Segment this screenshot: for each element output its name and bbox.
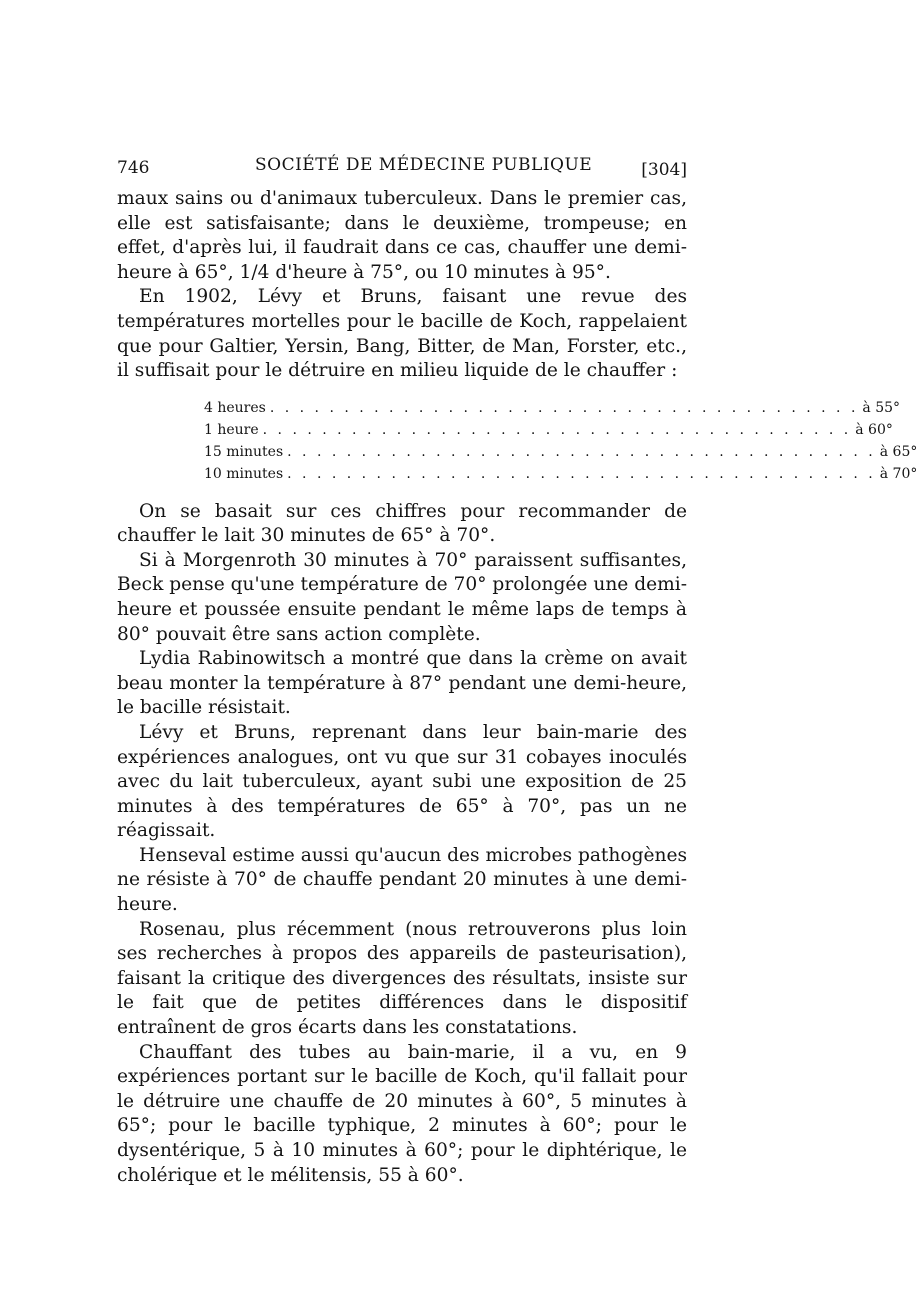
page-header [117,150,687,180]
paragraph: maux sains ou d'animaux tuberculeux. Dans le premier cas, elle est satisfaisante; dans le deuxième, trompeuse; en effet, d'après lui, il faudrait dans ce cas, chauffer une demi-heure à 65°, 1/4 d'heure à 75°, ou 10 minutes à 95°. [117,188,687,283]
duration-cell: 10 minutes [204,466,284,483]
page-number: 746 [117,158,150,178]
duration-cell: 15 minutes [204,444,284,461]
table-row [204,441,917,463]
dot-leader: . . . . . . . . . . . . . . . . . . . . . . . . . . . . . . . . . . . . . . . . [287,444,876,461]
temperature-cell: à 55° [862,399,901,416]
temperature-cell: à 60° [855,421,893,438]
duration-cell: 4 heures [204,399,266,416]
section-number: [304] [641,160,687,180]
paragraph: Henseval estime aussi qu'aucun des microbes pathogènes ne résiste à 70° de chauffe pendant 20 minutes à une demi-heure. [117,844,687,916]
paragraph: Lydia Rabinowitsch a montré que dans la crème on avait beau monter la température à 87° pendant une demi-heure, le bacille résistait. [117,648,687,719]
paragraph: On se basait sur ces chiffres pour recommander de chauffer le lait 30 minutes de 65° à 70°. [117,500,687,547]
table-row [204,397,901,419]
running-head: SOCIÉTÉ DE MÉDECINE PUBLIQUE [255,155,593,175]
paragraph: Si à Morgenroth 30 minutes à 70° paraissent suffisantes, Beck pense qu'une température de 70° prolongée une demi-heure et poussée ensuite pendant le même laps de temps à 80° pouvait être sans action complète. [117,549,687,645]
dot-leader: . . . . . . . . . . . . . . . . . . . . . . . . . . . . . . . . . . . . . . . . [262,421,852,438]
dot-leader: . . . . . . . . . . . . . . . . . . . . . . . . . . . . . . . . . . . . . . . . [269,399,859,416]
duration-cell: 1 heure [204,421,259,438]
paragraph: Chauffant des tubes au bain-marie, il a vu, en 9 expériences portant sur le bacille de Koch, qu'il fallait pour le détruire une chauffe de 20 minutes à 60°, 5 minutes à 65°; pour le bacille typhique, 2 minutes à 60°; pour le dysentérique, 5 à 10 minutes à 60°; pour le diphtérique, le cholérique et le mélitensis, 55 à 60°. [117,1041,687,1186]
body-text [117,187,917,1188]
table-row [204,463,917,485]
paragraph: En 1902, Lévy et Bruns, faisant une revue des températures mortelles pour le bacille de Koch, rappelaient que pour Galtier, Yersin, Bang, Bitter, de Man, Forster, etc., il suffisait pour le détruire en milieu liquide de le chauffer : [117,286,687,382]
paragraph: Rosenau, plus récemment (nous retrouverons plus loin ses recherches à propos des appareils de pasteurisation), faisant la critique des divergences des résultats, insiste sur le fait que de petites différences dans le dispositif entraînent de gros écarts dans les constatations. [117,918,687,1039]
temperature-table [204,397,917,486]
dot-leader: . . . . . . . . . . . . . . . . . . . . . . . . . . . . . . . . . . . . . . . . [287,466,876,483]
paragraph: Lévy et Bruns, reprenant dans leur bain-marie des expériences analogues, ont vu que sur 31 cobayes inoculés avec du lait tuberculeux, ayant subi une exposition de 25 minutes à des températures de 65° à 70°, pas un ne réagissait. [117,721,687,842]
table-row [204,419,893,441]
temperature-cell: à 65° [879,444,917,461]
temperature-cell: à 70° [879,466,917,483]
